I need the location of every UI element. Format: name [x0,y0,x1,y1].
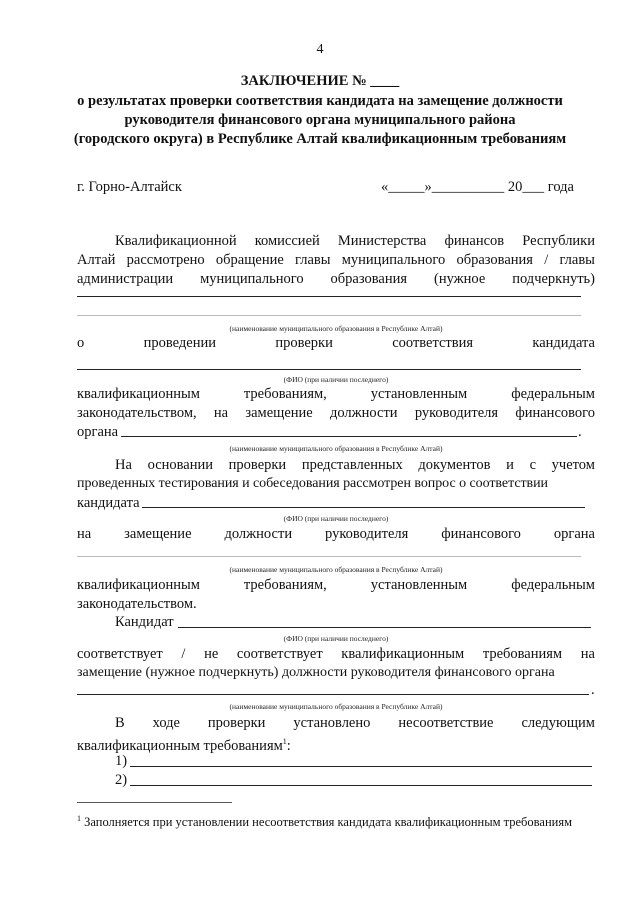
word: законодательством, [77,405,197,421]
word: главы [295,252,331,268]
word: установленным [370,386,468,402]
footnote-mark: 1 [77,814,81,823]
word: с [529,457,537,473]
word: соответствия [392,335,474,351]
word: обращение [215,252,284,268]
para1-row2 [77,251,595,269]
word: на [213,405,229,421]
word: на [77,526,92,542]
fill-line[interactable] [142,507,585,508]
word: требованиям, [243,577,327,593]
word: замещение [124,526,192,542]
word: / [544,252,549,268]
row-o-provedenii [77,334,595,352]
word: требованиям [482,646,563,662]
para2-row1 [77,456,595,474]
word: документов [418,457,491,473]
word: основании [147,457,214,473]
word: федеральным [511,577,595,593]
fill-line[interactable] [77,315,581,316]
para1-row1 [77,232,595,250]
word: финансов [444,233,505,249]
para2-row2: проведенных тестирования и собеседования рассмотрен вопрос о соответствии [77,476,548,491]
document-subtitle-1: о результатах проверки соответствия кандидата на замещение должности [77,93,563,109]
organ-label: органа [77,424,119,440]
word: финансового [515,405,595,421]
word: следующим [521,715,595,731]
word: квалификационным [341,646,465,662]
fill-line[interactable] [77,694,589,695]
word: главы [559,252,595,268]
word: На [115,457,132,473]
word: финансового [441,526,521,542]
word: проведении [143,335,216,351]
row-v-khode [77,714,595,732]
city-label: г. Горно-Алтайск [77,179,182,195]
word: замещение [245,405,313,421]
word: (нужное [433,271,486,287]
word: подчеркнуть) [512,271,595,287]
word: квалификационным [77,577,200,593]
row-sootvetstvuet [77,645,595,663]
word: проверки [228,457,287,473]
caption-municipality: (наименование муниципального образования в Республике Алтай) [229,565,443,574]
row-legislation [77,404,595,422]
candidate-label: Кандидат [115,614,174,630]
word: ходе [152,715,180,731]
caption-fio: (ФИО (при наличии последнего) [283,375,389,384]
row-na-zameshchenie [77,525,595,543]
period: . [578,424,582,440]
fill-line[interactable] [178,627,591,628]
footnote-reference: 1 [282,737,287,746]
word: соответствует [236,646,323,662]
row-qualification [77,385,595,403]
word: / [181,646,186,662]
word: образования [456,252,533,268]
word: и [506,457,514,473]
word: администрации [77,271,174,287]
word: на [580,646,595,662]
row-qualification-2 [77,576,595,594]
word: проверки [207,715,266,731]
document-title: ЗАКЛЮЧЕНИЕ № ____ [240,73,400,89]
word: федеральным [511,386,595,402]
fill-line[interactable] [77,556,581,557]
word: о [77,335,85,351]
period: . [591,682,595,698]
requirements-label [77,733,291,755]
word: должности [329,405,398,421]
list-item-1-number: 1) [115,753,128,769]
word: Алтай [77,252,116,268]
word: кандидата [532,335,595,351]
requirements-text: квалификационным требованиям [77,737,283,754]
footnote [77,810,597,831]
fill-line[interactable] [77,296,581,297]
legislation-end: законодательством. [77,596,197,612]
candidate-label: кандидата [77,495,140,511]
word: несоответствие [398,715,494,731]
document-subtitle-2: руководителя финансового органа муниципального района [124,112,516,128]
word: муниципального [341,252,446,268]
word: должности [224,526,293,542]
word: руководителя [325,526,409,542]
footnote-separator [77,802,232,803]
word: соответствует [77,646,163,662]
caption-fio: (ФИО (при наличии последнего) [283,514,389,523]
fill-line[interactable] [77,369,581,370]
word: муниципального [200,271,304,287]
footnote-text: Заполняется при установлении несоответствия кандидата квалификационным требованиям [84,815,572,830]
word: квалификационным [77,386,200,402]
word: не [204,646,219,662]
word: рассмотрено [126,252,205,268]
word: требованиям, [243,386,327,402]
caption-municipality: (наименование муниципального образования в Республике Алтай) [229,324,443,333]
word: учетом [551,457,595,473]
fill-line[interactable] [121,436,577,437]
list-item-2-number: 2) [115,772,128,788]
word: установленным [370,577,468,593]
caption-municipality: (наименование муниципального образования в Республике Алтай) [229,444,443,453]
fill-line[interactable] [130,766,592,767]
word: Квалификационной [115,233,237,249]
caption-municipality: (наименование муниципального образования в Республике Алтай) [229,702,443,711]
colon: : [286,737,291,754]
document-subtitle-3: (городского округа) в Республике Алтай квалификационным требованиям [73,131,567,147]
word: комиссией [254,233,320,249]
word: органа [553,526,595,542]
word: установлено [293,715,371,731]
word: проверки [275,335,333,351]
word: Республики [522,233,595,249]
word: В [115,715,125,731]
word: представленных [301,457,403,473]
date-placeholder: «_____»__________ 20___ года [381,179,574,195]
word: образования [330,271,408,287]
word: руководителя [414,405,499,421]
fill-line[interactable] [130,785,592,786]
word: Министерства [337,233,427,249]
para1-row3 [77,270,595,288]
page-number: 4 [316,42,324,57]
caption-fio: (ФИО (при наличии последнего) [283,634,389,643]
row-zameshchenie: замещение (нужное подчеркнуть) должности руководителя финансового органа [77,665,555,680]
